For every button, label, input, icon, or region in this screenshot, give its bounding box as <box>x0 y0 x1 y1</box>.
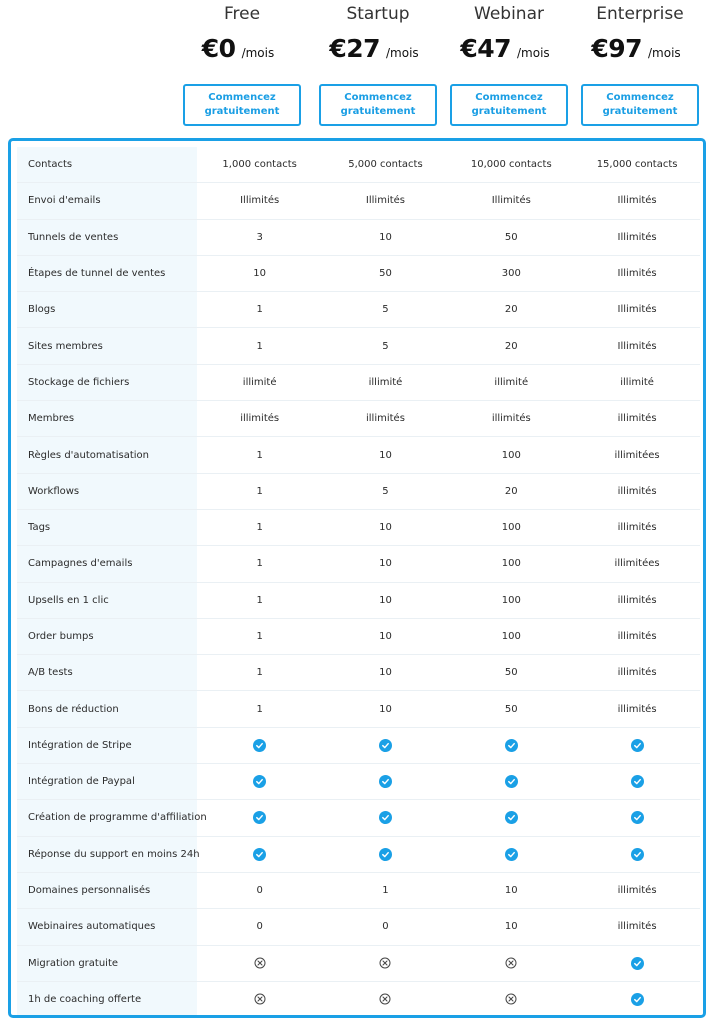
start-free-button[interactable]: Commencez gratuitement <box>183 84 301 126</box>
feature-value: 10 <box>379 449 392 461</box>
feature-value: 1 <box>256 449 263 461</box>
check-icon <box>505 811 518 824</box>
feature-value: 15,000 contacts <box>596 159 678 171</box>
feature-value: 1 <box>256 631 263 642</box>
feature-value <box>574 982 700 1017</box>
feature-value: illimité <box>620 376 654 388</box>
table-row <box>17 147 700 183</box>
plan-name: Webinar <box>474 4 544 24</box>
feature-value <box>197 982 323 1017</box>
feature-value <box>323 728 449 763</box>
cross-circle-icon <box>254 957 266 969</box>
feature-label: Migration gratuite <box>17 946 197 981</box>
table-row <box>17 909 700 945</box>
feature-value: illimitées <box>614 449 660 461</box>
feature-label: 1h de coaching offerte <box>17 982 197 1017</box>
feature-value: 10 <box>504 885 518 897</box>
check-icon <box>253 811 266 824</box>
feature-comparison-table <box>8 138 706 1018</box>
feature-value <box>574 800 700 835</box>
feature-value: illimité <box>242 376 277 388</box>
table-row <box>17 619 700 655</box>
feature-value: 1 <box>256 594 263 606</box>
feature-value <box>574 946 700 981</box>
plan-price: €27 <box>329 34 380 63</box>
plan-startup <box>318 0 438 126</box>
check-icon <box>631 739 644 752</box>
feature-value: 10 <box>379 703 392 715</box>
feature-value: 0 <box>382 921 389 933</box>
table-row <box>17 256 700 292</box>
table-row <box>17 691 700 727</box>
feature-value: illimités <box>617 594 657 606</box>
plan-name: Startup <box>346 4 410 24</box>
feature-label: Upsells en 1 clic <box>17 583 197 618</box>
feature-value <box>448 982 574 1017</box>
feature-value: illimités <box>491 413 531 425</box>
feature-value: illimités <box>617 413 657 425</box>
check-icon <box>505 739 518 752</box>
plan-price: €97 <box>591 34 642 63</box>
feature-value: Illimités <box>617 195 657 207</box>
feature-value: illimités <box>617 522 657 534</box>
table-row <box>17 292 700 328</box>
feature-value <box>449 837 575 872</box>
feature-value <box>197 946 323 981</box>
feature-value: 10 <box>379 667 392 679</box>
table-row <box>17 401 700 437</box>
plan-period: /mois <box>386 46 419 60</box>
feature-value: illimité <box>494 376 529 388</box>
check-icon <box>631 957 644 970</box>
feature-value: illimités <box>617 485 657 497</box>
feature-label: Tags <box>17 510 197 545</box>
feature-value: 5,000 contacts <box>348 159 423 171</box>
table-row <box>17 837 700 873</box>
feature-value: 100 <box>501 594 521 606</box>
feature-value: 20 <box>504 485 518 497</box>
plan-period: /mois <box>648 46 681 60</box>
feature-label: Création de programme d'affiliation <box>17 800 197 835</box>
feature-value <box>448 728 574 763</box>
check-icon <box>631 811 644 824</box>
feature-value: Illimités <box>617 268 657 280</box>
feature-label: Intégration de Stripe <box>17 728 197 763</box>
check-icon <box>253 775 266 788</box>
feature-value: illimitées <box>614 558 660 570</box>
feature-value: 10,000 contacts <box>470 159 552 171</box>
start-enterprise-button[interactable]: Commencez gratuitement <box>581 84 699 126</box>
check-icon <box>505 848 518 861</box>
feature-value: 5 <box>382 304 389 316</box>
table-row <box>17 655 700 691</box>
check-icon <box>253 848 266 861</box>
check-icon <box>505 775 518 788</box>
table-row <box>17 728 700 764</box>
feature-value: 5 <box>382 340 389 352</box>
plan-price-row <box>310 34 438 68</box>
feature-value <box>197 837 323 872</box>
check-icon <box>253 739 266 752</box>
feature-value: illimités <box>617 885 657 897</box>
feature-value: illimités <box>240 413 280 425</box>
feature-value: 20 <box>504 304 518 316</box>
feature-value <box>574 837 700 872</box>
feature-value: 300 <box>501 268 521 280</box>
feature-label: Étapes de tunnel de ventes <box>17 256 197 291</box>
table-row <box>17 510 700 546</box>
table-row <box>17 365 700 401</box>
feature-value <box>197 728 323 763</box>
check-icon <box>379 739 392 752</box>
feature-label: Tunnels de ventes <box>17 220 197 255</box>
table-row <box>17 546 700 582</box>
feature-value: 10 <box>253 268 267 280</box>
feature-value: illimités <box>617 921 657 933</box>
feature-label: Intégration de Paypal <box>17 764 197 799</box>
feature-value <box>323 837 449 872</box>
feature-value: 5 <box>382 485 389 497</box>
feature-value: 1 <box>256 522 263 534</box>
feature-value: 100 <box>501 449 521 461</box>
feature-value <box>448 764 574 799</box>
check-icon <box>379 775 392 788</box>
table-row <box>17 183 700 219</box>
feature-value: illimités <box>617 703 657 715</box>
feature-value: 10 <box>379 558 392 570</box>
feature-value: 10 <box>379 631 392 642</box>
feature-value: 1 <box>256 558 263 570</box>
feature-label: A/B tests <box>17 655 197 690</box>
feature-value: 0 <box>256 921 263 933</box>
check-icon <box>379 848 392 861</box>
feature-value: illimité <box>368 376 403 388</box>
feature-value: illimités <box>366 413 405 425</box>
plan-price-row <box>174 34 302 68</box>
feature-value <box>574 764 700 799</box>
table-row <box>17 873 700 909</box>
feature-value: 10 <box>379 594 392 606</box>
feature-value <box>449 800 575 835</box>
feature-value <box>448 946 574 981</box>
feature-label: Campagnes d'emails <box>17 546 197 581</box>
feature-value: 100 <box>501 522 521 534</box>
feature-value: illimités <box>617 667 657 679</box>
feature-value: Illimités <box>365 195 406 207</box>
feature-label: Envoi d'emails <box>17 183 197 218</box>
feature-value: 1 <box>382 885 389 897</box>
feature-value <box>323 946 449 981</box>
feature-value: 1 <box>256 667 263 679</box>
feature-label: Webinaires automatiques <box>17 909 197 944</box>
plan-webinar <box>449 0 569 126</box>
feature-table-body <box>17 147 700 1018</box>
feature-label: Réponse du support en moins 24h <box>17 837 197 872</box>
feature-value: 1 <box>256 485 263 497</box>
feature-label: Domaines personnalisés <box>17 873 197 908</box>
feature-label: Blogs <box>17 292 197 327</box>
start-startup-button[interactable]: Commencez gratuitement <box>319 84 437 126</box>
plan-name: Enterprise <box>596 4 684 24</box>
cross-circle-icon <box>505 993 517 1005</box>
table-row <box>17 220 700 256</box>
check-icon <box>379 811 392 824</box>
plan-enterprise <box>580 0 700 126</box>
feature-value: 10 <box>379 231 392 243</box>
feature-value: 100 <box>501 631 521 642</box>
plan-price-row <box>572 34 700 68</box>
table-row <box>17 764 700 800</box>
table-row <box>17 474 700 510</box>
table-row <box>17 946 700 982</box>
feature-value <box>197 800 323 835</box>
feature-value: Illimités <box>617 231 657 243</box>
feature-label: Sites membres <box>17 328 197 363</box>
feature-value: 50 <box>504 703 518 715</box>
feature-value: 1,000 contacts <box>222 159 297 171</box>
cross-circle-icon <box>379 957 391 969</box>
feature-value: Illimités <box>617 340 657 352</box>
check-icon <box>631 993 644 1006</box>
feature-label: Membres <box>17 401 197 436</box>
feature-value: 3 <box>256 231 263 243</box>
plan-name: Free <box>223 4 261 24</box>
feature-label: Stockage de fichiers <box>17 365 197 400</box>
plan-price: €0 <box>201 34 236 63</box>
feature-label: Contacts <box>17 147 197 182</box>
table-row <box>17 583 700 619</box>
plan-price-row <box>441 34 569 68</box>
feature-value <box>197 764 323 799</box>
plan-period: /mois <box>517 46 550 60</box>
plans-header <box>0 0 714 130</box>
feature-value: 1 <box>256 340 263 352</box>
cross-circle-icon <box>505 957 517 969</box>
feature-label: Order bumps <box>17 619 197 654</box>
start-webinar-button[interactable]: Commencez gratuitement <box>450 84 568 126</box>
feature-value: 50 <box>504 231 518 243</box>
plan-price: €47 <box>460 34 511 63</box>
feature-value: Illimités <box>240 195 280 207</box>
feature-value <box>323 764 449 799</box>
check-icon <box>631 848 644 861</box>
feature-value: Illimités <box>617 304 657 316</box>
cross-circle-icon <box>254 993 266 1005</box>
plan-period: /mois <box>241 46 275 60</box>
table-row <box>17 328 700 364</box>
feature-value: 1 <box>256 304 263 316</box>
feature-value: 10 <box>504 921 518 933</box>
feature-value: 0 <box>256 885 263 897</box>
feature-value: 10 <box>379 522 392 534</box>
check-icon <box>631 775 644 788</box>
feature-label: Bons de réduction <box>17 691 197 726</box>
feature-value: 1 <box>256 703 263 715</box>
feature-value: 50 <box>379 268 392 280</box>
table-row <box>17 800 700 836</box>
feature-value: illimités <box>617 631 657 642</box>
feature-value <box>323 800 449 835</box>
feature-value: 20 <box>504 340 518 352</box>
cross-circle-icon <box>379 993 391 1005</box>
feature-value: Illimités <box>491 195 531 207</box>
feature-value <box>574 728 700 763</box>
feature-value: 50 <box>504 667 518 679</box>
feature-label: Règles d'automatisation <box>17 437 197 472</box>
plan-free <box>182 0 302 126</box>
table-row <box>17 982 700 1018</box>
feature-label: Workflows <box>17 474 197 509</box>
feature-value <box>323 982 449 1017</box>
table-row <box>17 437 700 473</box>
feature-value: 100 <box>501 558 521 570</box>
